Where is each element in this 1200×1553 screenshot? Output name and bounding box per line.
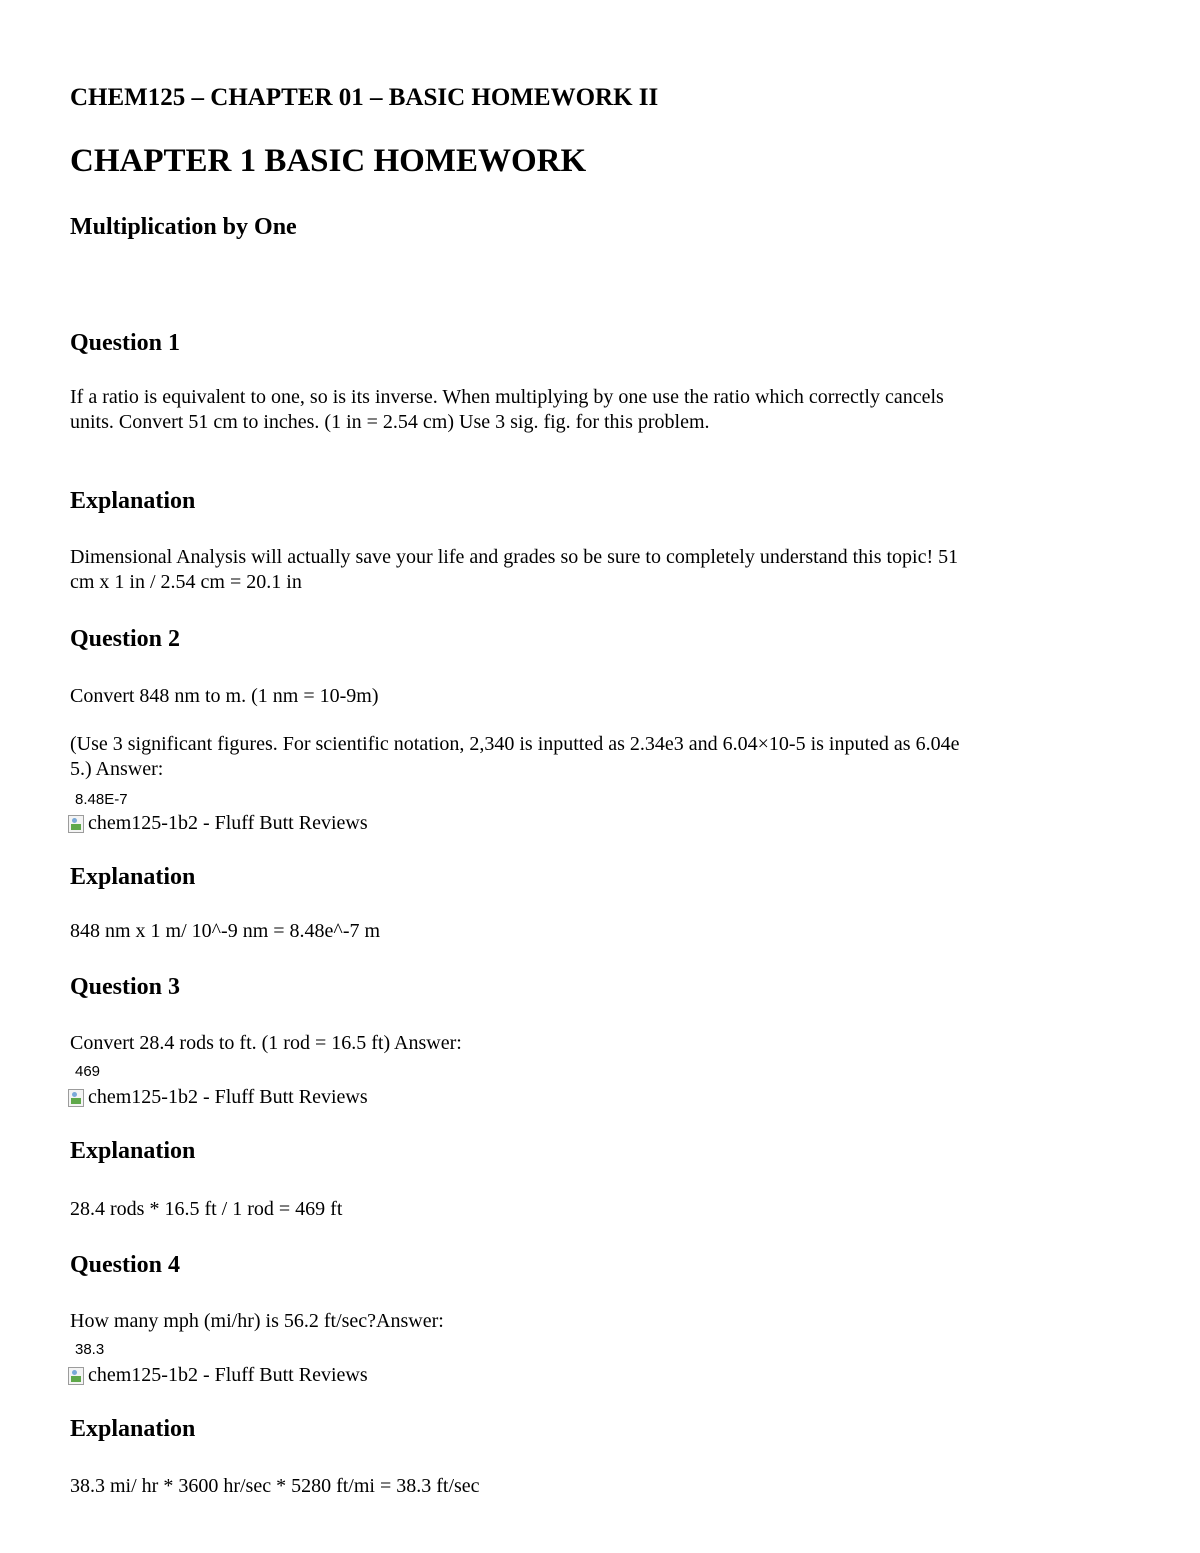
question-2-heading: Question 2 [70,626,181,652]
question-4-answer: 38.3 [75,1341,105,1358]
question-4-heading: Question 4 [70,1252,181,1278]
question-1-explanation-line2: cm x 1 in / 2.54 cm = 20.1 in [70,571,302,593]
question-4-explanation-heading: Explanation [70,1416,196,1442]
question-1-text-line2: units. Convert 51 cm to inches. (1 in = 2.54 cm) Use 3 sig. fig. for this problem. [70,411,710,433]
question-3-broken-image [68,1086,368,1109]
question-4-text: How many mph (mi/hr) is 56.2 ft/sec?Answer: [70,1310,444,1332]
image-alt-text: chem125-1b2 - Fluff Butt Reviews [88,1086,368,1108]
question-3-explanation-heading: Explanation [70,1138,196,1164]
question-2-note-line2: 5.) Answer: [70,758,164,780]
question-2-explanation-heading: Explanation [70,864,196,890]
question-3-answer: 469 [75,1063,101,1080]
question-3-explanation: 28.4 rods * 16.5 ft / 1 rod = 469 ft [70,1198,343,1220]
question-1-explanation-line1: Dimensional Analysis will actually save your life and grades so be sure to completely understand this topic! 51 [70,546,959,568]
document-title: CHEM125 – CHAPTER 01 – BASIC HOMEWORK II [70,84,659,111]
image-alt-text: chem125-1b2 - Fluff Butt Reviews [88,1364,368,1386]
question-4-broken-image [68,1364,368,1387]
question-4-explanation: 38.3 mi/ hr * 3600 hr/sec * 5280 ft/mi = 38.3 ft/sec [70,1475,480,1497]
broken-image-icon [68,815,84,833]
question-2-note-line1: (Use 3 significant figures. For scientific notation, 2,340 is inputted as 2.34e3 and 6.04×10-5 is inputed as 6.04e [70,733,960,755]
question-3-heading: Question 3 [70,974,181,1000]
broken-image-icon [68,1367,84,1385]
chapter-heading: CHAPTER 1 BASIC HOMEWORK [70,143,587,179]
question-1-text-line1: If a ratio is equivalent to one, so is its inverse. When multiplying by one use the ratio which correctly cancels [70,386,944,408]
broken-image-icon [68,1089,84,1107]
image-alt-text: chem125-1b2 - Fluff Butt Reviews [88,812,368,834]
question-2-broken-image [68,812,368,835]
question-3-text: Convert 28.4 rods to ft. (1 rod = 16.5 ft) Answer: [70,1032,462,1054]
question-1-heading: Question 1 [70,330,181,356]
section-heading: Multiplication by One [70,214,297,240]
question-2-explanation: 848 nm x 1 m/ 10^-9 nm = 8.48e^-7 m [70,920,381,942]
question-1-explanation-heading: Explanation [70,488,196,514]
question-2-text: Convert 848 nm to m. (1 nm = 10-9m) [70,685,379,707]
question-2-answer: 8.48E-7 [75,791,128,808]
